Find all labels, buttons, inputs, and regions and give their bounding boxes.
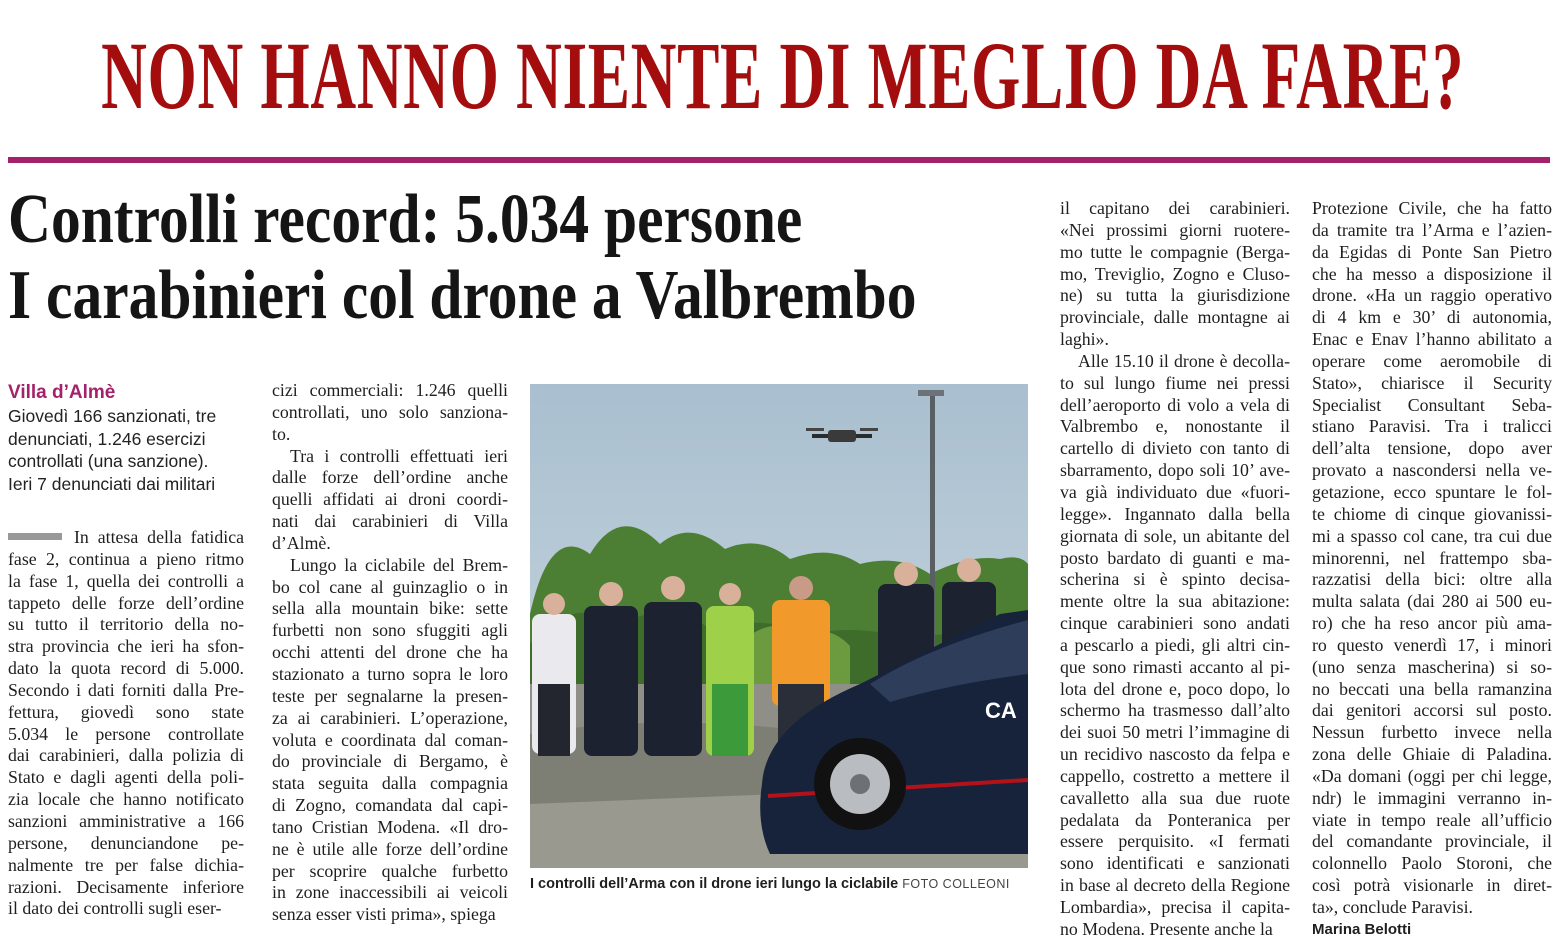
text-line: Valbrembo e, nonostante il (1060, 416, 1290, 437)
text-line: Protezione Civile, che ha fatto (1312, 198, 1552, 218)
article-column-2 (272, 380, 508, 926)
text-line: per scoprire qualche furbetto (272, 860, 508, 881)
text-line: Lungo la ciclabile del Brem- (290, 554, 508, 575)
text-line: viate in tempo reale all’ufficio (1312, 809, 1552, 830)
text-line: essere perquisito. «I fermati (1060, 831, 1290, 852)
caption-text: I controlli dell’Arma con il drone ieri lungo la ciclabile (530, 876, 899, 892)
text-line: voluta e coordinata dal coman- (272, 729, 508, 750)
text-line: del comandante provinciale, il (1312, 831, 1552, 852)
text-line: fettura, giovedì sono state (8, 701, 244, 722)
text-line: no Modena. Presente anche la (1060, 918, 1273, 939)
byline: Marina Belotti (1312, 920, 1412, 938)
text-line: nati dai carabinieri di Villa (272, 511, 508, 532)
text-line: controllati, uno solo sanziona- (272, 401, 508, 422)
summary-line: Ieri 7 denunciati dai militari (8, 473, 216, 494)
text-line: furbetti non sono sfuggiti agli (272, 620, 508, 641)
text-line: cavalletto alla sua due ruote (1060, 787, 1290, 808)
text-line: provato a nascondersi nella ve- (1312, 460, 1552, 481)
text-line: teste per segnalarne la presen- (272, 685, 508, 706)
photo-illustration (530, 384, 1028, 868)
text-line: persone, denunciandone pe- (8, 832, 244, 853)
text-line: a pescarlo a piedi, gli altri cin- (1060, 634, 1290, 655)
text-line: getazione, ecco spuntare le fol- (1312, 481, 1552, 502)
article-column-3 (1060, 198, 1290, 941)
text-line: cizi commerciali: 1.246 quelli (272, 380, 508, 400)
photo-credit: FOTO COLLEONI (902, 877, 1010, 891)
text-line: ro questo venerdì 17, i minori (1312, 634, 1552, 655)
text-line: da Egidas di Ponte San Pietro (1312, 241, 1552, 262)
text-line: in zone inaccessibili ai veicoli (272, 882, 508, 903)
summary-line: Giovedì 166 sanzionati, tre (8, 406, 217, 426)
text-line: nalmente tre per false dichia- (8, 854, 244, 875)
text-line: mo tutte le compagnie (Berga- (1060, 241, 1290, 262)
text-line: bo col cane al guinzaglio o in (272, 576, 508, 597)
text-line: «Nei prossimi giorni ruotere- (1060, 219, 1290, 240)
article-column-1 (8, 527, 244, 920)
text-line: drone. «Ha un raggio operativo (1312, 285, 1552, 306)
text-line: scherina si è spinto decisa- (1060, 569, 1290, 590)
text-line: stiano Paravisi. Tra i tralicci (1312, 416, 1552, 437)
banner-headline: NON HANNO NIENTE DI MEGLIO DA FARE? (100, 22, 1465, 129)
text-line: che ha messo a disposizione il (1312, 263, 1552, 284)
text-line: in base al decreto della Regione (1060, 875, 1290, 896)
top-banner (0, 0, 1565, 152)
text-line: d’Almè. (272, 532, 331, 553)
text-line: pedalata da Ponteranica per (1060, 809, 1290, 830)
text-line: to. (272, 423, 291, 444)
text-line: giornata di sole, un abitante del (1060, 525, 1290, 546)
text-line: posto bardato di guanti e ma- (1060, 547, 1290, 568)
text-line: sono identificati e sanzionati (1060, 853, 1290, 874)
text-line: za ai carabinieri. L’operazione, (272, 707, 508, 728)
text-line: no beccati una bella ramanzina (1312, 678, 1552, 699)
article-photo (530, 384, 1028, 868)
text-line: colonnello Paolo Storoni, che (1312, 853, 1552, 874)
article-headline (8, 181, 917, 334)
text-line: dalle forze dell’ordine anche (272, 467, 508, 488)
text-line: Alle 15.10 il drone è decolla- (1078, 350, 1290, 371)
text-line: multa salata (dai 280 ai 500 eu- (1312, 591, 1552, 612)
text-line: sanzioni amministrative a 166 (8, 810, 244, 831)
summary-line: controllati (una sanzione). (8, 451, 209, 471)
text-line: do provinciale di Bergamo, è (272, 751, 508, 772)
text-line: di Zogno, comandata dal capi- (272, 795, 508, 816)
text-line: fase 2, continua a pieno ritmo (8, 548, 244, 569)
text-line: la fase 1, quella dei controlli a (8, 570, 244, 591)
text-line: ndr) le immagini verranno in- (1312, 787, 1552, 808)
text-line: (uno senza mascherina) si so- (1312, 656, 1552, 677)
text-line: cinque carabinieri sono andati (1060, 613, 1290, 634)
text-line: un recidivo nascosto da felpa e (1060, 744, 1290, 765)
text-line: stra provincia che ieri ha sfon- (8, 636, 244, 657)
text-line: laghi». (1060, 329, 1109, 350)
text-line: ta», conclude Paravisi. (1312, 897, 1473, 917)
text-line: va già individuato due «fuori- (1060, 481, 1290, 502)
text-line: operare come aeromobile di (1312, 350, 1552, 371)
headline-line-2: I carabinieri col drone a Valbrembo (8, 257, 917, 334)
text-line: mente oltre la sua abitazione: (1060, 591, 1290, 612)
text-line-content: In attesa della fatidica (74, 527, 244, 547)
text-line: lota del drone e, poco dopo, lo (1060, 678, 1290, 699)
text-line: razioni. Decisamente inferiore (8, 876, 244, 897)
text-line: sbarramento, dopo soli 10’ ave- (1060, 460, 1290, 481)
text-line: 5.034 le persone controllate (8, 723, 244, 744)
text-line: zona delle Ghiaie di Paladina. (1312, 744, 1552, 765)
text-line: dai genitori accorsi sul posto. (1312, 700, 1552, 721)
text-line: dato la quota record di 5.000. (8, 658, 244, 679)
text-line: razzatisi della bici: oltre alla (1312, 569, 1552, 590)
text-line: to sul lungo fiume nei pressi (1060, 372, 1290, 393)
text-line: que sono rimasti accanto al pi- (1060, 656, 1290, 677)
text-line: il capitano dei carabinieri. (1060, 198, 1290, 218)
text-line: il dato dei controlli sugli eser- (8, 898, 222, 919)
text-line: «Da domani (oggi per chi legge, (1312, 765, 1552, 786)
article-column-4 (1312, 198, 1552, 941)
text-line: così potrà visionarle in diret- (1312, 875, 1552, 896)
text-line: Nessun furbetto invece nella (1312, 722, 1552, 743)
text-line: provinciale, dalle montagne ai (1060, 307, 1290, 328)
headline-line-1: Controlli record: 5.034 persone (8, 181, 803, 258)
text-line: dell’alta tensione, dopo aver (1312, 438, 1552, 459)
text-line: di 4 km e 30’ di autonomia, (1312, 307, 1552, 328)
summary-line: denunciati, 1.246 esercizi (8, 428, 206, 449)
photo-caption (530, 876, 1010, 892)
text-line: Secondo i dati forniti dalla Pre- (8, 679, 244, 700)
text-line: occhi attenti del drone che ha (272, 642, 508, 663)
text-line: zia locale che hanno notificato (8, 789, 244, 810)
text-line: tappeto delle forze dell’ordine (8, 592, 244, 613)
text-line: sella alla mountain bike: sette (272, 598, 508, 619)
text-line: minorenni, nel frattempo sba- (1312, 547, 1552, 568)
text-line: dai carabinieri, dalla polizia di (8, 745, 244, 766)
text-line: tano Cristian Modena. «Il dro- (272, 816, 508, 837)
text-line: cappello, costretto a mettere il (1060, 765, 1290, 786)
text-line: ne è utile alle forze dell’ordine (272, 838, 508, 859)
text-line: su tutto il territorio della no- (8, 614, 244, 635)
text-line: ro) che ha reso ancor più ama- (1312, 613, 1552, 634)
text-line: stazionato a turno sopra le loro (272, 663, 508, 684)
location-kicker: Villa d’Almè (8, 382, 116, 403)
summary-block (8, 405, 258, 495)
text-line: da tramite tra l’Arma e l’azien- (1312, 219, 1552, 240)
text-line: Tra i controlli effettuati ieri (290, 445, 508, 466)
text-line: ne) su tutta la giurisdizione (1060, 285, 1290, 306)
text-line: quelli affidati ai droni coordi- (272, 489, 508, 510)
text-line: te chiome di cinque giovanissi- (1312, 503, 1552, 524)
lead-marker (8, 533, 62, 540)
text-line: legge». Ingannato dalla bella (1060, 503, 1290, 524)
text-line: Lombardia», precisa il capita- (1060, 897, 1290, 917)
text-line: mo, Treviglio, Zogno e Cluso- (1060, 263, 1290, 284)
text-line: stata seguita dalla compagnia (272, 773, 508, 794)
text-line: Specialist Consultant Seba- (1312, 394, 1552, 415)
text-line: mi a spasso col cane, tra cui due (1312, 525, 1552, 546)
text-line: senza esser visti prima», spiega (272, 904, 496, 925)
text-line: Stato e dagli agenti della poli- (8, 767, 244, 788)
text-line: dei suoi 50 metri l’immagine di (1060, 722, 1290, 743)
car-lettering: CA (985, 698, 1017, 723)
text-line: schermo ha trasmesso dall’alto (1060, 700, 1290, 721)
header-rule (8, 157, 1550, 163)
text-line: cartello di divieto con tanto di (1060, 438, 1290, 459)
text-line: Stato», chiarisce il Security (1312, 372, 1552, 393)
text-line (8, 527, 244, 549)
text-line: dell’aeroporto di volo a vela di (1060, 394, 1290, 415)
text-line: Enac e Enav l’hanno abilitato a (1312, 329, 1552, 350)
